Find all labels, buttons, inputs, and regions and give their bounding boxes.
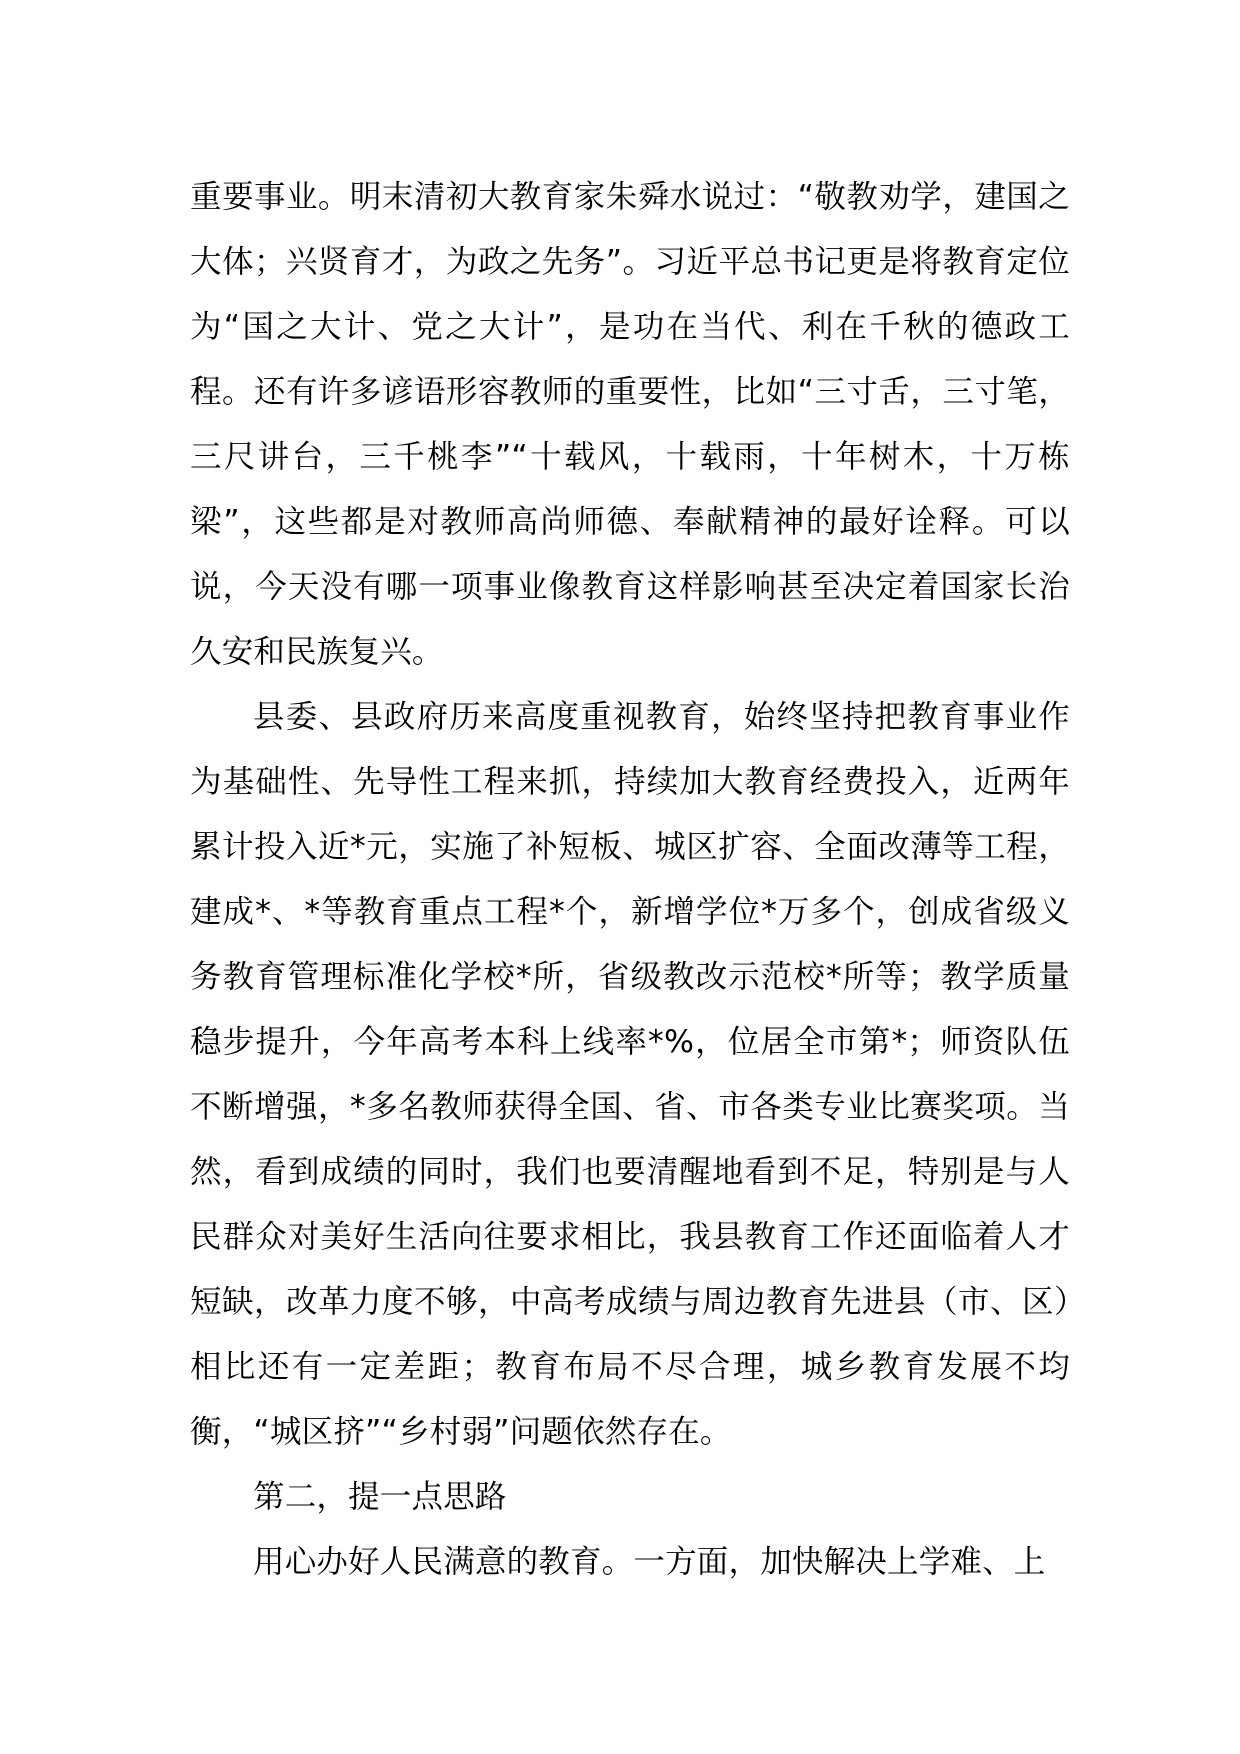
document-body <box>190 165 1070 1595</box>
paragraph-people-satisfied-education: 用心办好人民满意的教育。一方面，加快解决上学难、上 <box>253 1544 1046 1580</box>
paragraph-continuation: 重要事业。明末清初大教育家朱舜水说过：“敬教劝学，建国之大体；兴贤育才，为政之先务”。习近平总书记更是将教育定位为“国之大计、党之大计”，是功在当代、利在千秋的德政工程。还有许多谚语形容教师的重要性，比如“三寸舌，三寸笔，三尺讲台，三千桃李”“十载风，十载雨，十年树木，十万栋梁”，这些都是对教师高尚师德、奉献精神的最好诠释。可以说，今天没有哪一项事业像教育这样影响甚至决定着国家长治久安和民族复兴。 <box>190 179 1070 670</box>
section-heading-second: 第二，提一点思路 <box>253 1479 507 1515</box>
paragraph-education-status: 县委、县政府历来高度重视教育，始终坚持把教育事业作为基础性、先导性工程来抓，持续加大教育经费投入，近两年累计投入近*元，实施了补短板、城区扩容、全面改薄等工程，建成*、*等教育重点工程*个，新增学位*万多个，创成省级义务教育管理标准化学校*所，省级教改示范校*所等；教学质量稳步提升，今年高考本科上线率*%，位居全市第*；师资队伍不断增强，*多名教师获得全国、省、市各类专业比赛奖项。当然，看到成绩的同时，我们也要清醒地看到不足，特别是与人民群众对美好生活向往要求相比，我县教育工作还面临着人才短缺，改革力度不够，中高考成绩与周边教育先进县（市、区）相比还有一定差距；教育布局不尽合理，城乡教育发展不均衡，“城区挤”“乡村弱”问题依然存在。 <box>190 699 1070 1450</box>
